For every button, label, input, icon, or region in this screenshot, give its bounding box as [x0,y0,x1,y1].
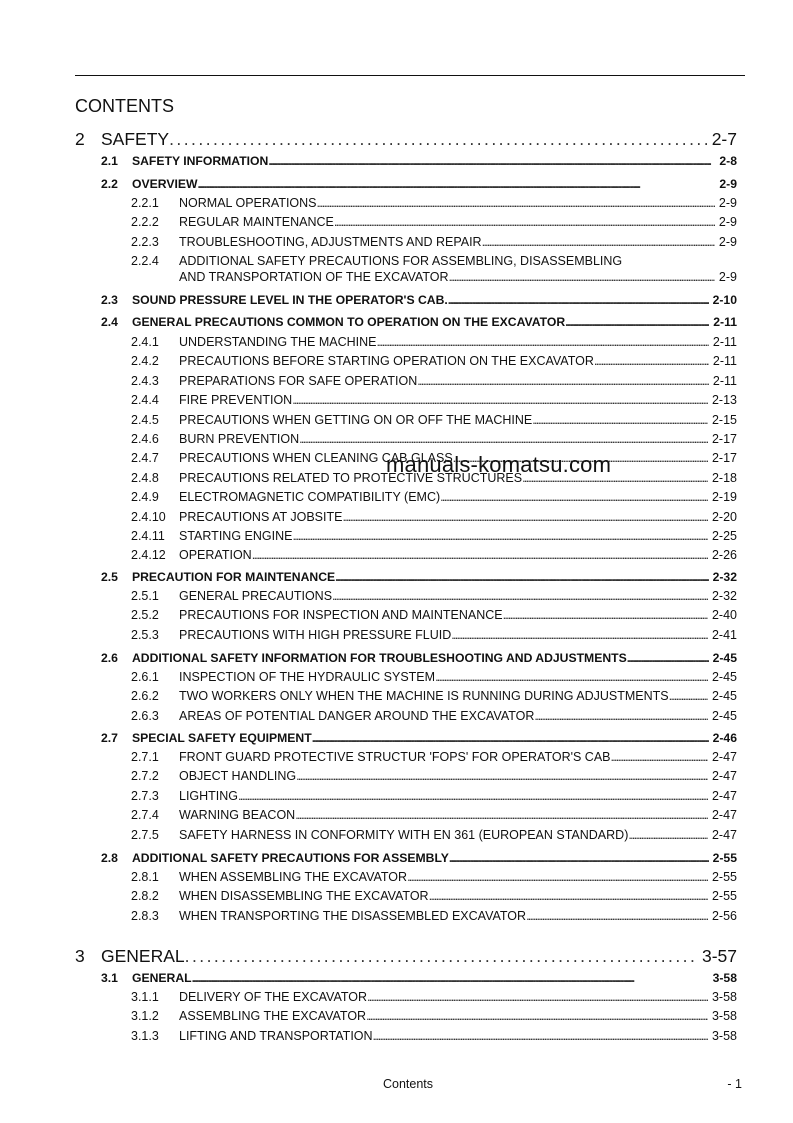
toc-subsection[interactable] [131,1009,737,1025]
dot-leader [367,990,708,1004]
toc-subsection-title: PREPARATIONS FOR SAFE OPERATION [179,373,418,388]
toc-section[interactable] [101,315,737,331]
toc-subsection-page: 2-18 [711,470,737,485]
footer-label: Contents [383,1077,434,1091]
toc-subsection-number: 2.4.9 [131,490,159,505]
toc-section-page: 2-10 [712,293,737,307]
toc-subsection[interactable] [131,689,737,705]
toc-section-page: 3-58 [712,971,737,985]
toc-section-number: 2.4 [101,315,118,329]
dot-leader [299,432,708,446]
toc-subsection-title: WHEN TRANSPORTING THE DISASSEMBLED EXCAVATOR [179,908,527,923]
toc-subsection-title: FRONT GUARD PROTECTIVE STRUCTUR 'FOPS' FOR OPERATOR'S CAB [179,750,611,764]
toc-subsection-title: OPERATION [179,548,252,563]
toc-subsection-title: PRECAUTIONS WHEN CLEANING CAB GLASS [179,451,453,466]
toc-subsection[interactable] [131,750,737,766]
dot-leader [448,270,714,284]
toc-subsection[interactable] [131,789,737,805]
toc-subsection[interactable] [131,196,737,212]
toc-subsection[interactable] [131,490,737,506]
toc-subsection[interactable] [131,769,737,785]
dot-leader [526,909,708,923]
toc-subsection-title: FIRE PREVENTION [179,393,293,408]
toc-subsection-page: 2-45 [711,708,737,723]
toc-subsection-title-line2: AND TRANSPORTATION OF THE EXCAVATOR [179,270,449,285]
toc-subsection-title: ASSEMBLING THE EXCAVATOR [179,1009,367,1024]
toc-subsection-page: 2-9 [718,215,737,230]
dot-leader [295,808,708,822]
toc-subsection[interactable] [131,909,737,925]
toc-subsection-page: 3-58 [711,990,737,1004]
toc-section-number: 3.1 [101,971,118,985]
dot-leader [334,215,715,229]
dot-leader [435,670,708,684]
toc-subsection-number: 2.4.1 [131,335,159,349]
toc-subsection[interactable] [131,670,737,686]
toc-subsection-number: 2.4.12 [131,548,166,563]
toc-subsection[interactable] [131,215,737,231]
toc-subsection-number: 2.7.1 [131,750,159,764]
toc-subsection[interactable] [131,413,737,429]
toc-subsection-number: 3.1.2 [131,1009,159,1024]
toc-section-page: 2-8 [719,154,737,168]
toc-subsection-page: 2-17 [711,432,737,446]
toc-subsection-title: OBJECT HANDLING [179,769,297,784]
toc-subsection[interactable] [131,235,737,251]
toc-subsection-title: REGULAR MAINTENANCE [179,215,334,230]
toc-chapter-title: GENERAL [101,946,185,966]
toc-subsection-title: WHEN ASSEMBLING THE EXCAVATOR [179,870,408,884]
toc-subsection[interactable] [131,374,737,390]
dot-leader [594,354,709,368]
dot-leader [628,828,708,842]
toc-subsection-page: 2-13 [711,393,737,408]
toc-subsection[interactable] [131,608,737,624]
dot-leader [565,315,709,329]
toc-subsection[interactable] [131,1029,737,1045]
toc-subsection-title: TWO WORKERS ONLY WHEN THE MACHINE IS RUNNING DURING ADJUSTMENTS [179,689,669,704]
toc-subsection-title: PRECAUTIONS WITH HIGH PRESSURE FLUID [179,627,452,642]
toc-subsection-number: 2.4.2 [131,354,159,369]
toc-section-title: ADDITIONAL SAFETY INFORMATION FOR TROUBLESHOOTING AND ADJUSTMENTS [132,651,627,665]
toc-subsection-page: 2-45 [711,689,737,704]
toc-subsection-page: 2-41 [711,627,737,642]
toc-subsection-page: 2-11 [712,335,737,349]
toc-section[interactable] [101,731,737,747]
toc-section-title: GENERAL PRECAUTIONS COMMON TO OPERATION ON THE EXCAVATOR [132,315,566,329]
dot-leader [238,789,708,803]
toc-chapter-title: SAFETY [101,129,170,149]
toc-subsection-number: 2.5.1 [131,589,159,603]
toc-subsection-page: 2-11 [712,373,737,388]
toc-subsection-number: 2.7.5 [131,827,159,842]
toc-subsection[interactable] [131,990,737,1006]
dot-leader [376,335,708,349]
toc-subsection-page: 3-58 [711,1028,737,1043]
toc-subsection-number: 2.2.3 [131,234,159,249]
toc-section-title: SAFETY INFORMATION [132,154,269,168]
toc-subsection-title: STARTING ENGINE [179,529,293,543]
toc-section-page: 2-46 [712,731,737,745]
toc-subsection-number: 2.2.1 [131,196,159,210]
toc-subsection-title: WHEN DISASSEMBLING THE EXCAVATOR [179,889,429,904]
dot-leader [169,129,708,150]
dot-leader [185,946,698,967]
toc-section-number: 2.6 [101,651,118,665]
dot-leader [532,413,708,427]
toc-subsection[interactable] [131,529,737,545]
dot-leader [440,490,708,504]
toc-subsection-title: SAFETY HARNESS IN CONFORMITY WITH EN 361 (EUROPEAN STANDARD) [179,827,629,842]
dot-leader [451,628,708,642]
toc-chapter-page: 2-7 [711,129,737,149]
dot-leader [407,870,708,884]
toc-subsection-number: 3.1.3 [131,1028,159,1043]
toc-section[interactable] [101,971,737,987]
toc-subsection-page: 2-19 [711,490,737,505]
dot-leader [268,154,715,168]
toc-section[interactable] [101,293,737,309]
toc-subsection-title: LIFTING AND TRANSPORTATION [179,1028,373,1043]
dot-leader [292,393,708,407]
toc-subsection[interactable] [131,254,737,270]
toc-subsection-page: 2-15 [711,412,737,427]
toc-subsection-number: 2.4.7 [131,451,159,466]
toc-section[interactable] [101,154,737,170]
toc-subsection-title: TROUBLESHOOTING, ADJUSTMENTS AND REPAIR [179,234,482,249]
toc-subsection-page: 2-47 [711,808,737,823]
toc-subsection[interactable] [131,828,737,844]
toc-subsection[interactable] [131,354,737,370]
toc-subsection-title: PRECAUTIONS RELATED TO PROTECTIVE STRUCTURES [179,470,523,485]
toc-subsection-number: 2.6.2 [131,689,159,704]
toc-subsection-page: 2-25 [711,529,737,543]
toc-section-page: 2-55 [712,851,737,865]
toc-subsection-page: 3-58 [711,1009,737,1024]
toc-section-title: ADDITIONAL SAFETY PRECAUTIONS FOR ASSEMBLY [132,851,449,865]
toc-subsection[interactable] [131,709,737,725]
toc-subsection-page: 2-55 [711,889,737,904]
toc-subsection[interactable] [131,628,737,644]
toc-subsection-number: 2.8.1 [131,870,159,884]
toc-subsection[interactable] [131,548,737,564]
dot-leader [296,769,708,783]
toc-subsection-title: WARNING BEACON [179,808,296,823]
toc-subsection-page: 2-47 [711,788,737,803]
watermark: manuals-komatsu.com [386,452,612,477]
toc-subsection-page: 2-32 [711,589,737,603]
toc-subsection-number: 2.4.6 [131,432,159,446]
toc-subsection[interactable] [131,393,737,409]
dot-leader [292,529,708,543]
toc-subsection-number: 2.7.4 [131,808,159,823]
dot-leader [312,731,709,745]
toc-subsection-page: 2-26 [711,548,737,563]
toc-subsection[interactable] [131,432,737,448]
toc-subsection-page: 2-47 [711,827,737,842]
toc-subsection-title: BURN PREVENTION [179,432,300,446]
toc-subsection-page: 2-20 [711,509,737,524]
page-title: CONTENTS [75,96,174,116]
toc-section-number: 2.1 [101,154,118,168]
dot-leader [366,1009,708,1023]
toc-subsection-number: 2.5.3 [131,627,159,642]
toc-section-title: SPECIAL SAFETY EQUIPMENT [132,731,312,745]
toc-subsection-page: 2-17 [711,451,737,466]
dot-leader [503,608,708,622]
toc-section-title: SOUND PRESSURE LEVEL IN THE OPERATOR'S CAB. [132,293,448,307]
dot-leader [335,570,708,584]
dot-leader [197,177,715,191]
dot-leader [627,651,709,665]
toc-subsection-number: 2.4.5 [131,412,159,427]
toc-section[interactable] [101,651,737,667]
toc-subsection-page: 2-56 [711,908,737,923]
toc-section-page: 2-11 [713,315,737,329]
toc-section-number: 2.7 [101,731,118,745]
toc-subsection-continuation[interactable] [179,270,737,286]
toc-chapter-number: 2 [75,129,85,149]
toc-subsection-title: DELIVERY OF THE EXCAVATOR [179,990,368,1004]
toc-section-number: 2.3 [101,293,118,307]
toc-subsection-number: 2.7.2 [131,769,159,784]
toc-subsection-title: PRECAUTIONS WHEN GETTING ON OR OFF THE MACHINE [179,412,533,427]
toc-subsection-number: 2.2.4 [131,254,159,269]
toc-section-title: PRECAUTION FOR MAINTENANCE [132,570,336,584]
toc-subsection-title: GENERAL PRECAUTIONS [179,589,333,603]
dot-leader [342,510,708,524]
toc-section-page: 2-32 [712,570,737,584]
toc-subsection-number: 2.4.3 [131,373,159,388]
toc-subsection-title: PRECAUTIONS AT JOBSITE [179,509,343,524]
toc-subsection-number: 2.5.2 [131,608,159,623]
toc-subsection-page: 2-55 [711,870,737,884]
toc-subsection-number: 2.2.2 [131,215,159,230]
toc-subsection-number: 2.8.3 [131,908,159,923]
toc-subsection-page: 2-9 [718,270,737,285]
toc-subsection-number: 2.6.3 [131,708,159,723]
toc-subsection-page: 2-11 [712,354,737,369]
toc-chapter[interactable] [75,946,737,970]
toc-section[interactable] [101,570,737,586]
toc-subsection[interactable] [131,889,737,905]
toc-subsection[interactable] [131,870,737,886]
toc-subsection-number: 2.4.8 [131,470,159,485]
toc-subsection[interactable] [131,335,737,351]
dot-leader [332,589,708,603]
toc-section-title: OVERVIEW [132,177,198,191]
toc-subsection[interactable] [131,808,737,824]
toc-subsection-page: 2-40 [711,608,737,623]
toc-section-number: 2.8 [101,851,118,865]
dot-leader [192,971,709,985]
toc-subsection-number: 2.4.10 [131,509,166,524]
toc-section-number: 2.5 [101,570,118,584]
toc-subsection-title: UNDERSTANDING THE MACHINE [179,335,377,349]
toc-subsection-number: 2.6.1 [131,670,159,684]
toc-subsection-title: AREAS OF POTENTIAL DANGER AROUND THE EXCAVATOR [179,708,535,723]
toc-chapter-page: 3-57 [701,946,737,966]
toc-subsection-number: 2.8.2 [131,889,159,904]
toc-chapter-number: 3 [75,946,85,966]
dot-leader [611,750,708,764]
toc-subsection-title: INSPECTION OF THE HYDRAULIC SYSTEM [179,670,436,684]
toc-subsection-title: ELECTROMAGNETIC COMPATIBILITY (EMC) [179,490,441,505]
toc-section-page: 2-9 [719,177,737,191]
toc-section-title: GENERAL [132,971,192,985]
toc-subsection-number: 2.7.3 [131,788,159,803]
toc-subsection-title: PRECAUTIONS BEFORE STARTING OPERATION ON THE EXCAVATOR [179,354,594,369]
footer-page-number: - 1 [727,1077,742,1091]
toc-subsection-number: 2.4.11 [131,529,165,543]
toc-subsection-page: 2-47 [711,769,737,784]
toc-subsection-page: 2-9 [718,234,737,249]
dot-leader [482,235,715,249]
toc-subsection-page: 2-45 [711,670,737,684]
dot-leader [317,196,715,210]
toc-subsection-title: PRECAUTIONS FOR INSPECTION AND MAINTENANCE [179,608,503,623]
dot-leader [448,293,709,307]
toc-section-number: 2.2 [101,177,118,191]
dot-leader [669,689,708,703]
toc-chapter[interactable] [75,129,737,153]
dot-leader [534,709,708,723]
toc-section-page: 2-45 [712,651,737,665]
dot-leader [252,548,708,562]
dot-leader [449,851,709,865]
toc-subsection-title: NORMAL OPERATIONS [179,196,317,210]
dot-leader [373,1029,708,1043]
toc-subsection-title-line1: ADDITIONAL SAFETY PRECAUTIONS FOR ASSEMBLING, DISASSEMBLING [179,254,623,269]
dot-leader [417,374,709,388]
toc-section[interactable] [101,851,737,867]
toc-subsection-page: 2-9 [718,196,737,210]
toc-subsection[interactable] [131,510,737,526]
toc-subsection-number: 2.4.4 [131,393,159,408]
toc-section[interactable] [101,177,737,193]
toc-subsection-title: LIGHTING [179,788,239,803]
toc-subsection-number: 3.1.1 [131,990,159,1004]
toc-subsection-page: 2-47 [711,750,737,764]
toc-subsection[interactable] [131,589,737,605]
dot-leader [429,889,708,903]
